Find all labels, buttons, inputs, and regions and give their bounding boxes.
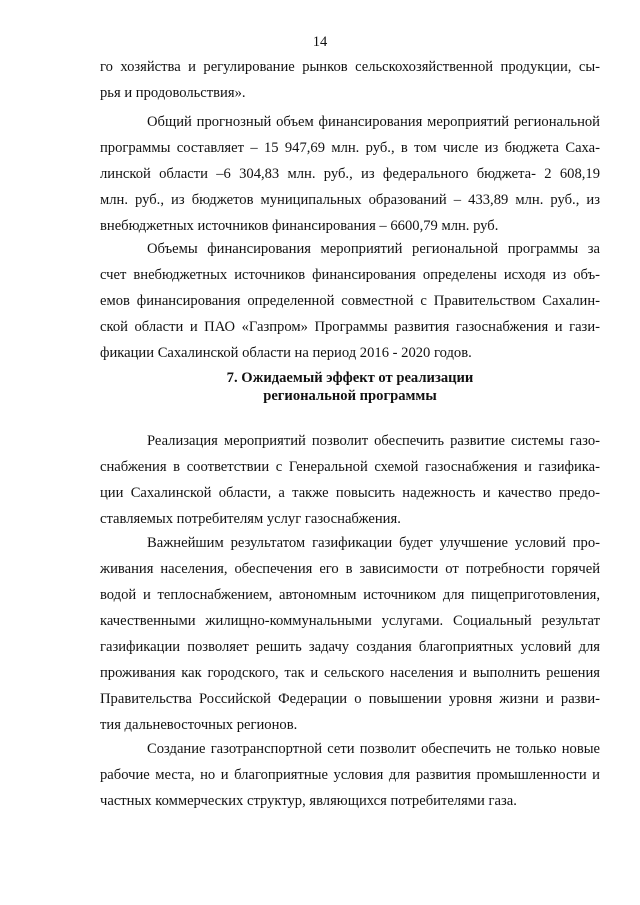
paragraph-line: газификации позволяет решить задачу создания благоприятных условий для <box>100 639 600 655</box>
paragraph-line: водой и теплоснабжением, автономным источником для пищеприготовления, <box>100 587 600 603</box>
paragraph-line: го хозяйства и регулирование рынков сельскохозяйственной продукции, сы- <box>100 59 600 75</box>
paragraph-line: проживания как городского, так и сельского населения и выполнить решения <box>100 665 600 681</box>
page-number: 14 <box>312 34 328 50</box>
paragraph-line: внебюджетных источников финансирования – 6600,79 млн. руб. <box>100 218 499 234</box>
paragraph-line: ции Сахалинской области, а также повысить надежность и качество предо- <box>100 485 600 501</box>
paragraph-line: фикации Сахалинской области на период 2016 - 2020 годов. <box>100 345 472 361</box>
paragraph-line: Создание газотранспортной сети позволит обеспечить не только новые <box>147 741 600 757</box>
effect-paragraph <box>100 428 600 532</box>
paragraph-line: ставляемых потребителям услуг газоснабжения. <box>100 511 401 527</box>
result-paragraph <box>100 530 600 738</box>
paragraph-line: счет внебюджетных источников финансирования определены исходя из объ- <box>100 267 600 283</box>
section-heading <box>100 369 600 405</box>
extrabudget-paragraph <box>100 236 600 366</box>
financing-paragraph <box>100 109 600 239</box>
paragraph-line: млн. руб., из бюджетов муниципальных образований – 433,89 млн. руб., из <box>100 192 600 208</box>
paragraph-line: живания населения, обеспечения его в зависимости от потребности горячей <box>100 561 600 577</box>
paragraph-line: рья и продовольствия». <box>100 85 246 101</box>
paragraph-line: ской области и ПАО «Газпром» Программы развития газоснабжения и гази- <box>100 319 600 335</box>
section-heading-line: региональной программы <box>263 388 437 404</box>
paragraph-line: качественными жилищно-коммунальными услугами. Социальный результат <box>100 613 600 629</box>
paragraph-line: Правительства Российской Федерации о повышении уровня жизни и разви- <box>100 691 600 707</box>
paragraph-line: линской области –6 304,83 млн. руб., из федерального бюджета- 2 608,19 <box>100 166 600 182</box>
paragraph-line: Важнейшим результатом газификации будет улучшение условий про- <box>147 535 600 551</box>
paragraph-line: частных коммерческих структур, являющихся потребителями газа. <box>100 793 517 809</box>
section-heading-line: 7. Ожидаемый эффект от реализации <box>226 370 474 386</box>
network-paragraph <box>100 736 600 814</box>
paragraph-line: тия дальневосточных регионов. <box>100 717 298 733</box>
paragraph-line: программы составляет – 15 947,69 млн. руб., в том числе из бюджета Саха- <box>100 140 600 156</box>
paragraph-line: снабжения в соответствии с Генеральной схемой газоснабжения и газифика- <box>100 459 600 475</box>
paragraph-line: Общий прогнозный объем финансирования мероприятий региональной <box>147 114 600 130</box>
continuation-paragraph <box>100 54 600 106</box>
paragraph-line: Реализация мероприятий позволит обеспечить развитие системы газо- <box>147 433 600 449</box>
paragraph-line: Объемы финансирования мероприятий региональной программы за <box>147 241 600 257</box>
paragraph-line: рабочие места, но и благоприятные условия для развития промышленности и <box>100 767 600 783</box>
paragraph-line: емов финансирования определенной совместной с Правительством Сахалин- <box>100 293 600 309</box>
